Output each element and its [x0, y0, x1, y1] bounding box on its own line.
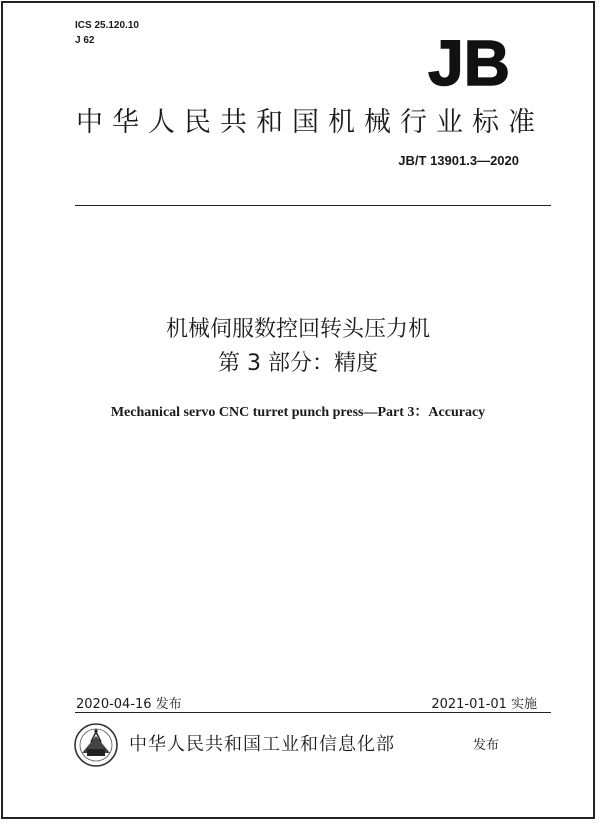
issue-date: 2020-04-16 发布 — [76, 697, 182, 712]
jb-logo-text: JB — [428, 31, 510, 89]
document-subtitle: 第 3 部分：精度 — [218, 351, 378, 376]
implementation-date: 2021-01-01 实施 — [431, 697, 537, 712]
document-title: 机械伺服数控回转头压力机 — [165, 317, 430, 342]
ics-code: ICS 25.120.10 — [75, 20, 139, 31]
ccs-code: J 62 — [75, 35, 95, 46]
header-divider — [75, 205, 551, 206]
industry-standard-title: 中华人民共和国机械行业标准 — [76, 107, 544, 138]
jb-logo — [415, 31, 523, 89]
standard-number: JB/T 13901.3—2020 — [398, 153, 519, 168]
document-title-english: Mechanical servo CNC turret punch press—Part 3：Accuracy — [110, 405, 486, 420]
issuing-authority: 中华人民共和国工业和信息化部 — [129, 734, 395, 755]
standard-cover — [1, 1, 595, 819]
ministry-emblem-icon — [73, 722, 119, 768]
publish-label: 发布 — [473, 738, 500, 753]
footer-divider — [75, 712, 551, 713]
